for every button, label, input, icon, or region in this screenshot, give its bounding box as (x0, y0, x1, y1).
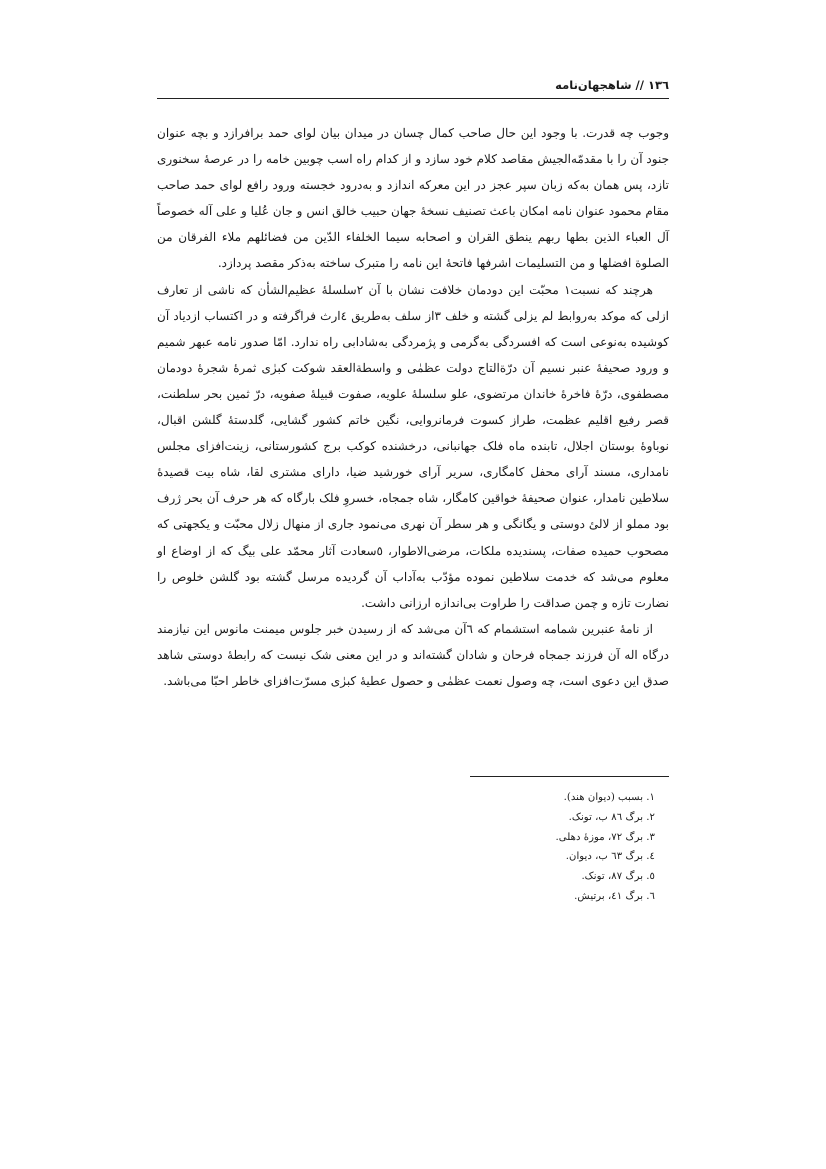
footnote-divider (470, 776, 669, 777)
paragraph: وجوب چه قدرت. با وجود این حال صاحب کمال چسان در میدان بیان لوای حمد برافرازد و بچه عنوان جنود آن را با مقدمّه‌الجیش مقاصد کلام خود سازد و از کدام راه اسب چوبین خامه را در عرصهٔ سخنوری تازد، پس همان به‌که زبان سپر عجز در این معرکه اندازد و به‌درود خجسته ورود رافع لوای حمد صاحب مقام محمود عنوان نامه امکان باعث تصنیف نسخهٔ جهان حبیب خالق انس و جان عُلیا و علی آله خصوصاً آل العباء الذین بطها ربهم ینطق القران و اصحابه سیما الخلفاء الدّین من فضائلهم ملاء الفرقان من الصلوة افضلها و من التسلیمات اشرفها فاتحهٔ این نامه را متبرک ساخته به‌ذکر مقصد پردازد. (157, 126, 669, 271)
footnote: ١. بسبب (دیوان هند). (563, 792, 655, 803)
paragraph: هرچند که نسبت١ محبّت این دودمان خلافت نشان با آن ٢سلسلهٔ عظیم‌الشأن که ناشی از تعارف ازلی که موکد به‌روابط لم یزلی گشته و خلف ٣از سلف به‌طریق ٤ارث فراگرفته و در اکتساب ازدیاد آن کوشیده به‌نوعی است که افسردگی به‌گرمی و پژمردگی به‌شادابی راه ندارد. امّا صدور نامه عبهر شمیم و ورود صحیفهٔ عنبر نسیم آن درّةالتاج دولت عظمٰی و واسطةالعقد شوکت کبرٰی ثمرهٔ شجرهٔ دودمان مصطفوی، درّهٔ فاخرهٔ خاندان مرتضوی، علو سلسلهٔ علویه، صفوت قبیلهٔ صفویه، درّ ثمین بحر سلطنت، قصر رفیع اقلیم عظمت، طراز کسوت فرمانروایی، نگین خاتم کشور گشایی، گلدستهٔ گلشن اقبال، نوباوهٔ بوستان اجلال، تابنده ماه فلک جهانبانی، درخشنده کوکب برج کشورستانی، زینت‌افزای مجلس نامداری، مسند آرای محفل کامگاری، سریر آرای خورشید ضیا، دارای مشتری لقا، شاه بیت قصیدهٔ سلاطین نامدار، عنوان صحیفهٔ خواقین کامگار، شاه جمجاه، خسروِ فلک بارگاه که هر حرف آن بحر ژرف بود مملو از لالئ دوستی و یگانگی و هر سطر آن نهری می‌نمود جاری از منهال زلال محبّت و یکجهتی که مصحوب حمیده صفات، پسندیده ملکات، مرضی‌الاطوار، ٥سعادت آثار محمّد علی بیگ که از اوضاع او معلوم می‌شد که خدمت سلاطین نموده مؤدّب به‌آداب آن گردیده مرسل گشته بود گلشن خلوص را نضارت تازه و چمن صداقت را طراوت بی‌اندازه ارزانی داشت. (157, 282, 669, 610)
running-header: ١٣٦ // شاهجهان‌نامه (157, 72, 669, 99)
footnote: ٤. برگ ٦٣ ب، دیوان. (565, 851, 655, 863)
footnotes (357, 788, 669, 907)
paragraph: از نامهٔ عنبرین شمامه استشمام که ٦آن می‌شد که از رسیدن خبر جلوس میمنت مانوس این نیازمند درگاه اله آن فرزند جمجاه فرحان و شادان گشته‌اند و در این معنی شک نیست که رابطهٔ دوستی شاهد صدق این دعوی است، چه وصول نعمت عظمٰی و حصول عطیهٔ کبرٰی مسرّت‌افزای خاطر احبّا می‌باشد. (157, 621, 669, 688)
footnote: ٦. برگ ٤١، برتیش. (574, 890, 655, 902)
footnote: ٥. برگ ٨٧، تونک. (581, 871, 655, 883)
footnote: ٢. برگ ٨٦ ب، تونک. (568, 811, 655, 823)
body-text (157, 120, 669, 694)
footnote: ٣. برگ ٧٢، موزهٔ دهلی. (555, 831, 655, 843)
